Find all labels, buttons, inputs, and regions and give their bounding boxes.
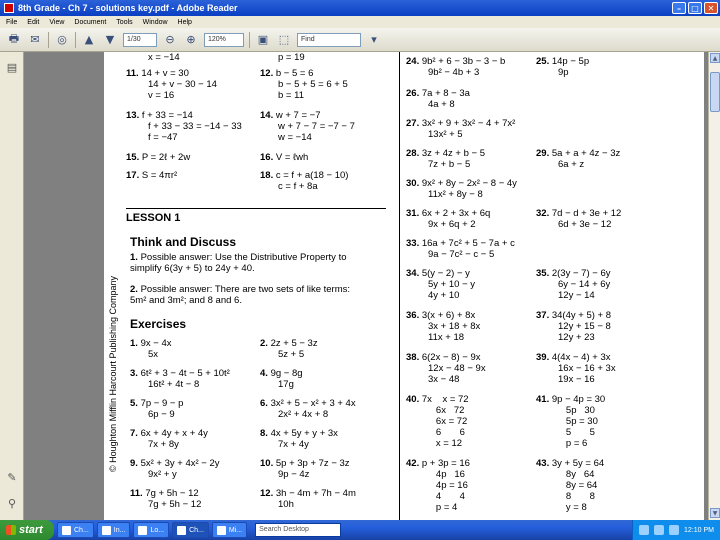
problem-line: 13x² + 5	[428, 129, 463, 140]
problem-35	[536, 268, 610, 279]
problem-24	[406, 56, 505, 67]
problem-line: 2(3y − 7) − 6y	[551, 268, 611, 279]
exercise-line: 5x² + 3y + 4x² − 2y	[140, 458, 220, 469]
exercise-4	[260, 368, 303, 379]
problem-line: p = 4	[428, 502, 458, 513]
problem-line: 5y + 10 − y	[428, 279, 476, 290]
think-and-discuss-heading: Think and Discuss	[130, 235, 237, 249]
problem-line: 9b² − 4b + 3	[428, 67, 480, 78]
adobe-reader-icon	[177, 526, 186, 535]
problem-line: 5(y − 2) − y	[421, 268, 470, 279]
exercise-line: 9g − 8g	[270, 368, 303, 379]
exercise-10	[260, 458, 350, 469]
exercise-number: 3.	[130, 368, 138, 379]
scroll-down-icon[interactable]: ▼	[710, 508, 720, 518]
problem-line: 14p − 5p	[551, 56, 590, 67]
problem-line: 8y = 64	[558, 480, 598, 491]
menu-help[interactable]: Help	[177, 18, 192, 26]
exercise-number: 2.	[260, 338, 268, 349]
problem-line: P = 2ℓ + 2w	[141, 152, 191, 163]
problem-line: 3x + 18 + 8x	[428, 321, 481, 332]
problem-line: 34(4y + 5) + 8	[551, 310, 612, 321]
maximize-button[interactable]: □	[688, 2, 702, 14]
toolbar	[0, 28, 720, 52]
windows-logo-icon	[6, 525, 16, 535]
problem-15	[126, 152, 190, 163]
problem-line: 4p 16	[428, 469, 465, 480]
problem-40	[406, 394, 469, 405]
problem-line: 4y + 10	[428, 290, 460, 301]
problem-line: 5 5	[558, 427, 595, 438]
problem-line: 5p = 30	[558, 416, 598, 427]
problem-number: 18.	[260, 170, 274, 181]
exercise-3	[130, 368, 230, 379]
publisher-credit: © Houghton Mifflin Harcourt Publishing Company	[108, 275, 118, 472]
problem-number: 29.	[536, 148, 550, 159]
toolbar-separator	[48, 32, 49, 48]
exercise-line: 17g	[278, 379, 294, 390]
problem-13	[126, 110, 193, 121]
problem-number: 34.	[406, 268, 420, 279]
adobe-reader-icon	[4, 3, 14, 13]
next-page-icon[interactable]: ▼	[105, 33, 115, 46]
start-button[interactable]	[0, 520, 54, 540]
top-line-a: x = −14	[148, 52, 180, 63]
problem-line: 6 6	[428, 427, 465, 438]
taskbar-item[interactable]	[133, 522, 169, 538]
taskbar-item[interactable]	[97, 522, 131, 538]
exercise-number: 7.	[130, 428, 138, 439]
exercise-11	[130, 488, 199, 499]
exercise-line: 5z + 5	[278, 349, 305, 360]
item-number: 1.	[130, 252, 138, 263]
print-icon[interactable]: 🖶	[8, 32, 20, 45]
problem-line: 3z + 4z + b − 5	[421, 148, 485, 159]
exercise-line: 16t² + 4t − 8	[148, 379, 200, 390]
think-item-2	[130, 284, 350, 306]
problem-line: 16a + 7c² + 5 − 7a + c	[421, 238, 515, 249]
minimize-button[interactable]: –	[672, 2, 686, 14]
item-text: Possible answer: Use the Distributive Property to simplify 6(3y + 5) to 24y + 40.	[130, 252, 347, 274]
problem-11	[126, 68, 189, 79]
problem-number: 32.	[536, 208, 550, 219]
scroll-up-icon[interactable]: ▲	[710, 53, 720, 63]
exercise-line: 2z + 5 − 3z	[270, 338, 318, 349]
window-icon	[102, 526, 111, 535]
exercise-number: 10.	[260, 458, 274, 469]
problem-line: w = −14	[278, 132, 312, 143]
taskbar-item-label: Lo...	[150, 526, 165, 534]
problem-line: 3x² + 9 + 3x² − 4 + 7x²	[421, 118, 516, 129]
exercise-line: 9x − 4x	[140, 338, 172, 349]
problem-37	[536, 310, 611, 321]
problem-number: 39.	[536, 352, 550, 363]
item-number: 2.	[130, 284, 138, 295]
problem-line: 7d − d + 3e + 12	[551, 208, 622, 219]
problem-line: c = f + 8a	[278, 181, 318, 192]
network-icon[interactable]	[639, 525, 649, 535]
find-field[interactable]: Find	[297, 33, 361, 47]
problem-line: x = 12	[428, 438, 463, 449]
problem-29	[536, 148, 620, 159]
problem-number: 17.	[126, 170, 140, 181]
think-item-1	[130, 252, 347, 274]
problem-number: 26.	[406, 88, 420, 99]
column-divider	[399, 52, 400, 520]
collaborate-icon[interactable]: ◎	[57, 33, 67, 46]
menu-bar	[0, 16, 720, 28]
problem-number: 11.	[126, 68, 139, 79]
fit-page-icon[interactable]: ▣	[257, 33, 269, 46]
navigation-pane	[0, 52, 24, 520]
zoom-field[interactable]: 120%	[204, 33, 244, 47]
problem-line: f + 33 = −14	[141, 110, 193, 121]
problem-number: 43.	[536, 458, 550, 469]
close-button[interactable]: ✕	[704, 2, 718, 14]
taskbar-item-label: Ch...	[74, 526, 89, 534]
exercise-line: 3x² + 5 − x² + 3 + 4x	[270, 398, 356, 409]
problem-line: v = 16	[148, 90, 175, 101]
taskbar-item-label: Mi...	[228, 526, 243, 534]
exercise-8	[260, 428, 338, 439]
problem-28	[406, 148, 485, 159]
previous-page-icon[interactable]: ▲	[84, 33, 94, 46]
problem-number: 24.	[406, 56, 420, 67]
problem-line: 11x² + 8y − 8	[428, 189, 483, 200]
item-text: Possible answer: There are two sets of like terms: 5m² and 3m²; and 8 and 6.	[130, 284, 351, 306]
menu-document[interactable]: Document	[74, 18, 107, 26]
problem-30	[406, 178, 517, 189]
problem-number: 31.	[406, 208, 420, 219]
vertical-scrollbar[interactable]	[708, 52, 720, 520]
problem-16	[260, 152, 308, 163]
problem-number: 14.	[260, 110, 274, 121]
title-bar[interactable]	[0, 0, 720, 16]
find-dropdown-icon[interactable]: ▾	[371, 33, 377, 46]
problem-number: 36.	[406, 310, 420, 321]
problem-line: 5p 30	[558, 405, 595, 416]
zoom-in-icon[interactable]: ⊕	[186, 33, 196, 46]
exercise-line: 6p − 9	[148, 409, 175, 420]
problem-line: 12y + 15 − 8	[558, 321, 611, 332]
menu-view[interactable]: View	[49, 18, 65, 26]
exercise-number: 9.	[130, 458, 138, 469]
exercise-5	[130, 398, 183, 409]
problem-number: 25.	[536, 56, 550, 67]
problem-line: 14 + v = 30	[141, 68, 189, 79]
problem-number: 30.	[406, 178, 420, 189]
problem-line: 12x − 48 − 9x	[428, 363, 486, 374]
problem-36	[406, 310, 475, 321]
problem-line: w + 7 = −7	[275, 110, 321, 121]
email-icon[interactable]: ✉	[30, 33, 40, 46]
problem-line: 16x − 16 + 3x	[558, 363, 616, 374]
zoom-out-icon[interactable]: ⊖	[165, 33, 175, 46]
pages-icon[interactable]: ▤	[6, 60, 18, 74]
problem-line: 4p = 16	[428, 480, 468, 491]
menu-window[interactable]: Window	[142, 18, 168, 26]
problem-line: 9p	[558, 67, 569, 78]
exercise-line: 6t² + 3 − 4t − 5 + 10t²	[140, 368, 230, 379]
toolbar-separator	[75, 32, 76, 48]
problem-18	[260, 170, 348, 181]
problem-line: 8 8	[558, 491, 595, 502]
problem-line: 4a + 8	[428, 99, 455, 110]
pdf-page	[104, 52, 704, 520]
taskbar-item-label: Ch...	[189, 526, 204, 534]
desktop-search-input[interactable]: Search Desktop	[255, 523, 341, 537]
exercise-line: 9x² + y	[148, 469, 177, 480]
problem-line: w + 7 − 7 = −7 − 7	[278, 121, 355, 132]
exercise-line: 6x + 4y + x + 4y	[140, 428, 208, 439]
problem-42	[406, 458, 470, 469]
exercise-line: 10h	[278, 499, 294, 510]
attachments-icon[interactable]: ⚲	[7, 496, 17, 510]
problem-34	[406, 268, 470, 279]
problem-line: 11x + 18	[428, 332, 465, 343]
comments-icon[interactable]: ✎	[7, 470, 17, 484]
exercise-line: 5x	[148, 349, 159, 360]
exercise-line: 7x + 8y	[148, 439, 179, 450]
problem-line: c = f + a(18 − 10)	[275, 170, 349, 181]
problem-17	[126, 170, 177, 181]
problem-27	[406, 118, 515, 129]
exercise-9	[130, 458, 220, 469]
problem-line: 3(x + 6) + 8x	[421, 310, 476, 321]
problem-39	[536, 352, 610, 363]
problem-number: 12.	[260, 68, 274, 79]
problem-line: 4(4x − 4) + 3x	[551, 352, 611, 363]
exercise-6	[260, 398, 356, 409]
exercise-7	[130, 428, 208, 439]
problem-line: b − 5 + 5 = 6 + 5	[278, 79, 348, 90]
problem-number: 42.	[406, 458, 420, 469]
problem-line: p + 3p = 16	[421, 458, 470, 469]
problem-line: 12y + 23	[558, 332, 595, 343]
problem-line: 14 + v − 30 − 14	[148, 79, 217, 90]
problem-line: V = ℓwh	[275, 152, 309, 163]
exercise-line: 3h − 4m + 7h − 4m	[275, 488, 356, 499]
exercise-2	[260, 338, 318, 349]
volume-icon[interactable]	[654, 525, 664, 535]
problem-line: 9x² + 8y − 2x² − 8 − 4y	[421, 178, 517, 189]
window-title: 8th Grade - Ch 7 - solutions key.pdf - Adobe Reader	[18, 3, 238, 13]
exercise-number: 1.	[130, 338, 138, 349]
problem-line: S = 4πr²	[141, 170, 178, 181]
menu-file[interactable]: File	[6, 18, 18, 26]
system-tray	[632, 520, 720, 540]
problem-line: 7x x = 72	[421, 394, 469, 405]
problem-line: 6d + 3e − 12	[558, 219, 612, 230]
problem-line: 9a − 7c² − c − 5	[428, 249, 495, 260]
page-number-field[interactable]: 1/30	[123, 33, 157, 47]
problem-number: 35.	[536, 268, 550, 279]
problem-line: 6x 72	[428, 405, 465, 416]
menu-tools[interactable]: Tools	[116, 18, 133, 26]
exercise-number: 8.	[260, 428, 268, 439]
exercise-line: 7x + 4y	[278, 439, 309, 450]
problem-line: 8y 64	[558, 469, 595, 480]
taskbar-item[interactable]	[212, 522, 247, 538]
exercise-number: 11.	[130, 488, 143, 499]
problem-line: 6y − 14 + 6y	[558, 279, 611, 290]
exercise-number: 5.	[130, 398, 138, 409]
scroll-thumb[interactable]	[710, 72, 720, 112]
taskbar-item-active[interactable]	[172, 522, 209, 538]
problem-line: p = 6	[558, 438, 588, 449]
clock[interactable]: 12:10 PM	[684, 526, 714, 534]
window-icon	[217, 526, 226, 535]
problem-line: b = 11	[278, 90, 304, 101]
problem-line: 6x = 72	[428, 416, 468, 427]
exercises-heading: Exercises	[130, 317, 187, 331]
problem-14	[260, 110, 321, 121]
problem-line: 19x − 16	[558, 374, 595, 385]
problem-line: 9x + 6q + 2	[428, 219, 476, 230]
problem-41	[536, 394, 605, 405]
exercise-number: 4.	[260, 368, 268, 379]
problem-number: 15.	[126, 152, 140, 163]
exercise-1	[130, 338, 171, 349]
problem-line: 7a + 8 − 3a	[421, 88, 470, 99]
exercise-line: 2x² + 4x + 8	[278, 409, 329, 420]
window-icon	[138, 526, 147, 535]
problem-number: 38.	[406, 352, 420, 363]
problem-line: y = 8	[558, 502, 587, 513]
problem-number: 41.	[536, 394, 550, 405]
fit-width-icon[interactable]: ⬚	[278, 33, 290, 46]
problem-line: 6x + 2 + 3x + 6q	[421, 208, 491, 219]
taskbar	[0, 520, 720, 540]
problem-line: 7z + b − 5	[428, 159, 471, 170]
problem-number: 37.	[536, 310, 550, 321]
menu-edit[interactable]: Edit	[27, 18, 40, 26]
side-credit	[108, 172, 122, 472]
problem-number: 40.	[406, 394, 420, 405]
exercise-number: 6.	[260, 398, 268, 409]
problem-number: 33.	[406, 238, 420, 249]
problem-line: 3y + 5y = 64	[551, 458, 605, 469]
problem-line: 6(2x − 8) − 9x	[421, 352, 481, 363]
problem-line: 12y − 14	[558, 290, 595, 301]
problem-line: 3x − 48	[428, 374, 460, 385]
problem-line: 5a + a + 4z − 3z	[551, 148, 621, 159]
problem-43	[536, 458, 604, 469]
window-icon	[62, 526, 71, 535]
problem-line: 9b² + 6 − 3b − 3 − b	[421, 56, 506, 67]
problem-line: 9p − 4p = 30	[551, 394, 606, 405]
start-label: start	[19, 524, 43, 536]
problem-line: 6a + z	[558, 159, 585, 170]
problem-32	[536, 208, 621, 219]
lesson-heading: LESSON 1	[126, 208, 386, 224]
exercise-number: 12.	[260, 488, 274, 499]
problem-38	[406, 352, 480, 363]
exercise-line: 9p − 4z	[278, 469, 310, 480]
problem-line: f + 33 − 33 = −14 − 33	[148, 121, 242, 132]
problem-number: 16.	[260, 152, 274, 163]
exercise-line: 7g + 5h − 12	[145, 488, 199, 499]
exercise-line: 7p − 9 − p	[140, 398, 184, 409]
problem-12	[260, 68, 313, 79]
exercise-line: 7g + 5h − 12	[148, 499, 202, 510]
problem-number: 27.	[406, 118, 420, 129]
exercise-12	[260, 488, 356, 499]
problem-line: f = −47	[148, 132, 178, 143]
problem-number: 13.	[126, 110, 140, 121]
problem-26	[406, 88, 470, 99]
problem-number: 28.	[406, 148, 420, 159]
problem-31	[406, 208, 490, 219]
top-line-b: p = 19	[278, 52, 305, 63]
problem-line: b − 5 = 6	[275, 68, 314, 79]
taskbar-item[interactable]	[57, 522, 94, 538]
problem-25	[536, 56, 589, 67]
taskbar-item-label: In...	[113, 526, 126, 534]
problem-line: 4 4	[428, 491, 465, 502]
exercise-line: 4x + 5y + y + 3x	[270, 428, 338, 439]
toolbar-separator	[249, 32, 250, 48]
exercise-line: 5p + 3p + 7z − 3z	[275, 458, 350, 469]
problem-33	[406, 238, 515, 249]
security-icon[interactable]	[669, 525, 679, 535]
